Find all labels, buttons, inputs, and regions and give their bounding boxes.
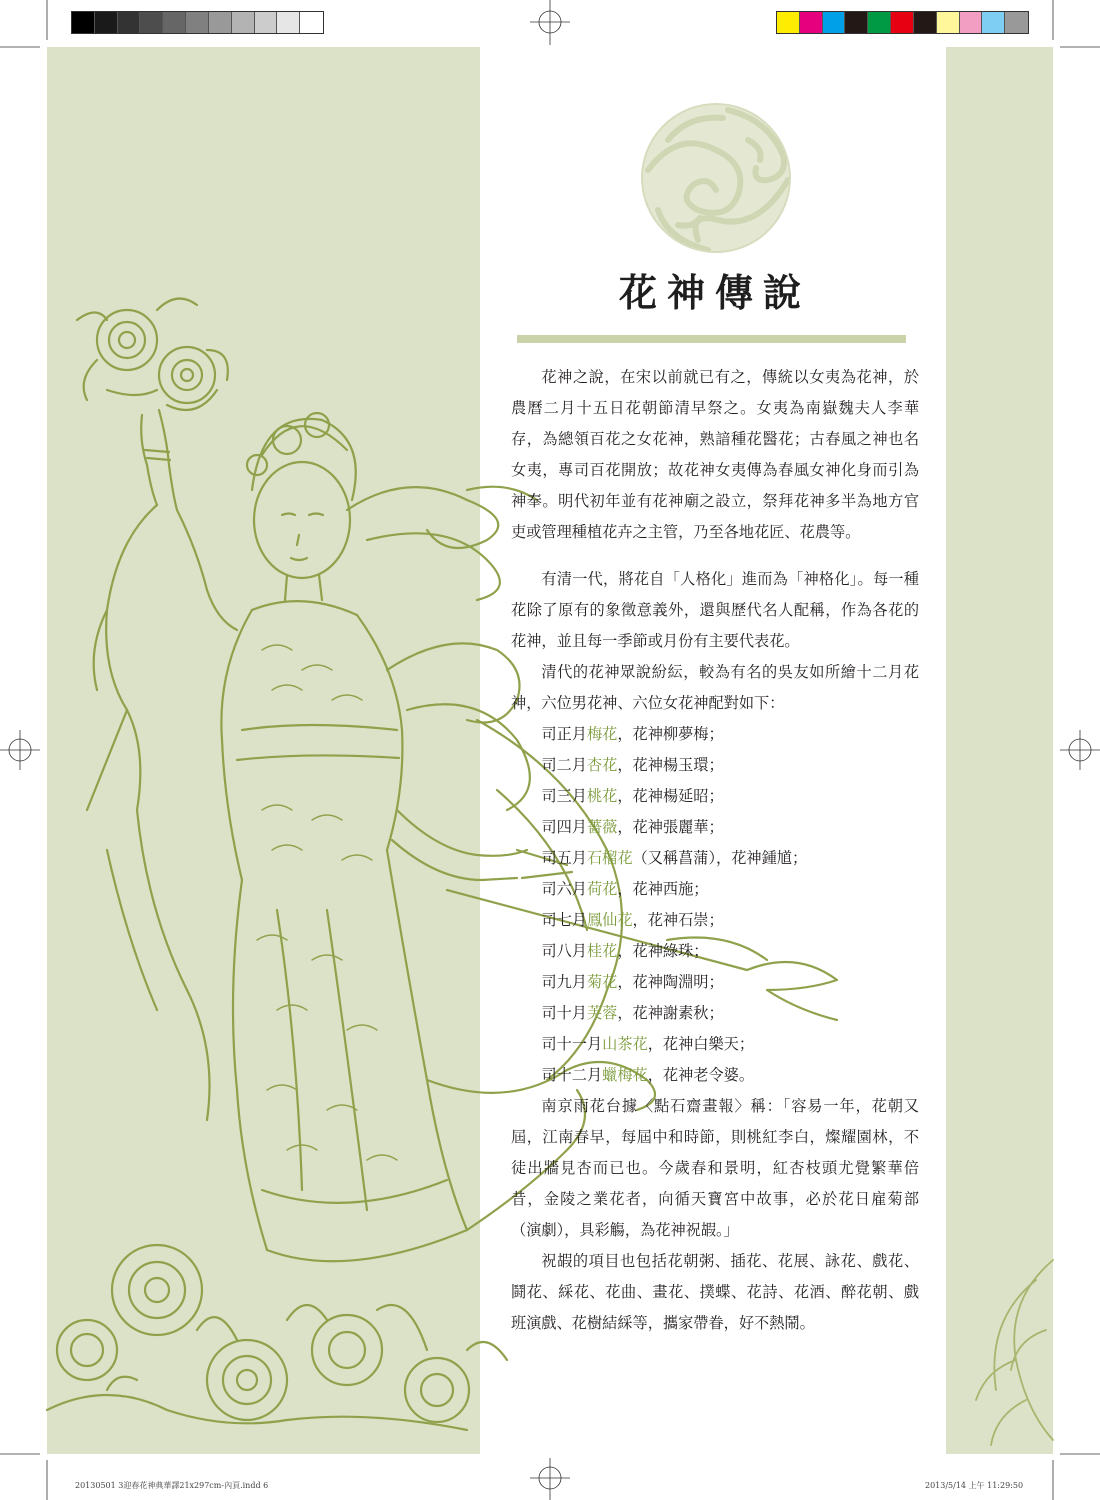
leaf-ornament-right bbox=[946, 1240, 1053, 1460]
flower-god-item bbox=[511, 843, 919, 874]
month-label: 司正月 bbox=[541, 725, 587, 743]
peony-bouquet bbox=[77, 299, 228, 410]
flower-name: 荷花 bbox=[586, 880, 618, 898]
month-label: 司九月 bbox=[541, 973, 587, 991]
page-title: 花神傳說 bbox=[618, 270, 811, 315]
flower-name: 石榴花 bbox=[586, 849, 633, 867]
month-label: 司六月 bbox=[541, 880, 587, 898]
flower-god-item bbox=[511, 750, 919, 781]
month-label: 司二月 bbox=[541, 756, 587, 774]
flower-god-item bbox=[511, 719, 919, 750]
flower-god-name: ，花神謝素秋； bbox=[617, 1004, 724, 1022]
month-label: 司十二月 bbox=[541, 1066, 603, 1084]
flower-god-name: ，花神西施； bbox=[617, 880, 709, 898]
flower-name: 菊花 bbox=[586, 973, 618, 991]
cloud-roundel-ornament bbox=[638, 100, 798, 260]
flower-name: 芙蓉 bbox=[586, 1004, 618, 1022]
paragraph-qing: 有清一代，將花自「人格化」進而為「神格化」。每一種花除了原有的象徵意義外，還與歷代名人配稱，作為各花的花神，並且每一季節或月份有主要代表花。 bbox=[511, 570, 919, 650]
flower-god-item bbox=[511, 1060, 919, 1091]
flower-god-name: ，花神石崇； bbox=[632, 911, 724, 929]
bottom-peonies bbox=[47, 1245, 507, 1430]
flower-god-item bbox=[511, 936, 919, 967]
flower-god-name: ，花神陶淵明； bbox=[617, 973, 724, 991]
month-label: 司三月 bbox=[541, 787, 587, 805]
flower-name: 桂花 bbox=[586, 942, 618, 960]
month-label: 司七月 bbox=[541, 911, 587, 929]
article-body bbox=[511, 362, 919, 1339]
flower-god-name: ，花神綠珠； bbox=[617, 942, 709, 960]
flower-gods-list bbox=[511, 719, 919, 1091]
flower-god-name: ，花神張麗華； bbox=[617, 818, 724, 836]
month-label: 司十月 bbox=[541, 1004, 587, 1022]
title-rule bbox=[517, 335, 906, 343]
month-label: 司四月 bbox=[541, 818, 587, 836]
footer-slug-file: 20130501 3迎春花神典華譯21x297cm-內頁.indd 6 bbox=[75, 1481, 269, 1490]
paragraph-yuhuatai: 南京雨花台據〈點石齋畫報〉稱：「容易一年，花朝又屆，江南春早，每屆中和時節，則桃紅李白，燦耀園林，不徒出牆見杏而已也。今歲春和景明，紅杏枝頭尤覺繁華倍昔，金陵之業花者，向循天寶宮中故事，必於花日雇菊部（演劇），具彩觴，為花神祝嘏。」 bbox=[511, 1097, 919, 1239]
flower-god-item bbox=[511, 874, 919, 905]
footer-slug-timestamp: 2013/5/14 上午 11:29:50 bbox=[925, 1481, 1024, 1490]
flower-name: 蠟梅花 bbox=[602, 1066, 648, 1084]
flower-god-item bbox=[511, 905, 919, 936]
flower-name: 鳳仙花 bbox=[586, 911, 633, 929]
paragraph-celebrations: 祝嘏的項目也包括花朝粥、插花、花展、詠花、戲花、鬪花、綵花、花曲、畫花、撲蝶、花詩、花酒、醉花朝、戲班演戲、花樹結綵等，攜家帶眷，好不熱鬧。 bbox=[511, 1252, 919, 1332]
paragraph-intro: 花神之說，在宋以前就已有之，傳統以女夷為花神，於農曆二月十五日花朝節清早祭之。女夷為南嶽魏夫人李華存，為總領百花之女花神，熟諳種花醫花；古春風之神也名女夷，專司百花開放；故花神女夷傳為春風女神化身而引為神奉。明代初年並有花神廟之設立，祭拜花神多半為地方官吏或管理種植花卉之主管，乃至各地花匠、花農等。 bbox=[511, 368, 919, 541]
flower-name: 薔薇 bbox=[586, 818, 618, 836]
flower-name: 桃花 bbox=[586, 787, 618, 805]
flower-god-name: ，花神柳夢梅； bbox=[617, 725, 724, 743]
flower-god-name: ，花神楊延昭； bbox=[617, 787, 724, 805]
month-label: 司十一月 bbox=[541, 1035, 603, 1053]
flower-god-item bbox=[511, 998, 919, 1029]
flower-god-item bbox=[511, 812, 919, 843]
flower-god-name: ，花神楊玉環； bbox=[617, 756, 724, 774]
flower-name: 山茶花 bbox=[602, 1035, 648, 1053]
flower-god-name: ，花神老令婆。 bbox=[647, 1066, 755, 1084]
flower-god-name: （又稱菖蒲），花神鍾馗； bbox=[632, 849, 808, 867]
paragraph-wu-youru: 清代的花神眾說紛紜，較為有名的吳友如所繪十二月花神，六位男花神、六位女花神配對如下： bbox=[511, 663, 919, 712]
flower-god-item bbox=[511, 967, 919, 998]
flower-god-item bbox=[511, 781, 919, 812]
flower-name: 杏花 bbox=[586, 756, 618, 774]
flower-name: 梅花 bbox=[586, 725, 618, 743]
month-label: 司八月 bbox=[541, 942, 587, 960]
flower-god-item bbox=[511, 1029, 919, 1060]
flower-god-name: ，花神白樂天； bbox=[647, 1035, 755, 1053]
month-label: 司五月 bbox=[541, 849, 587, 867]
